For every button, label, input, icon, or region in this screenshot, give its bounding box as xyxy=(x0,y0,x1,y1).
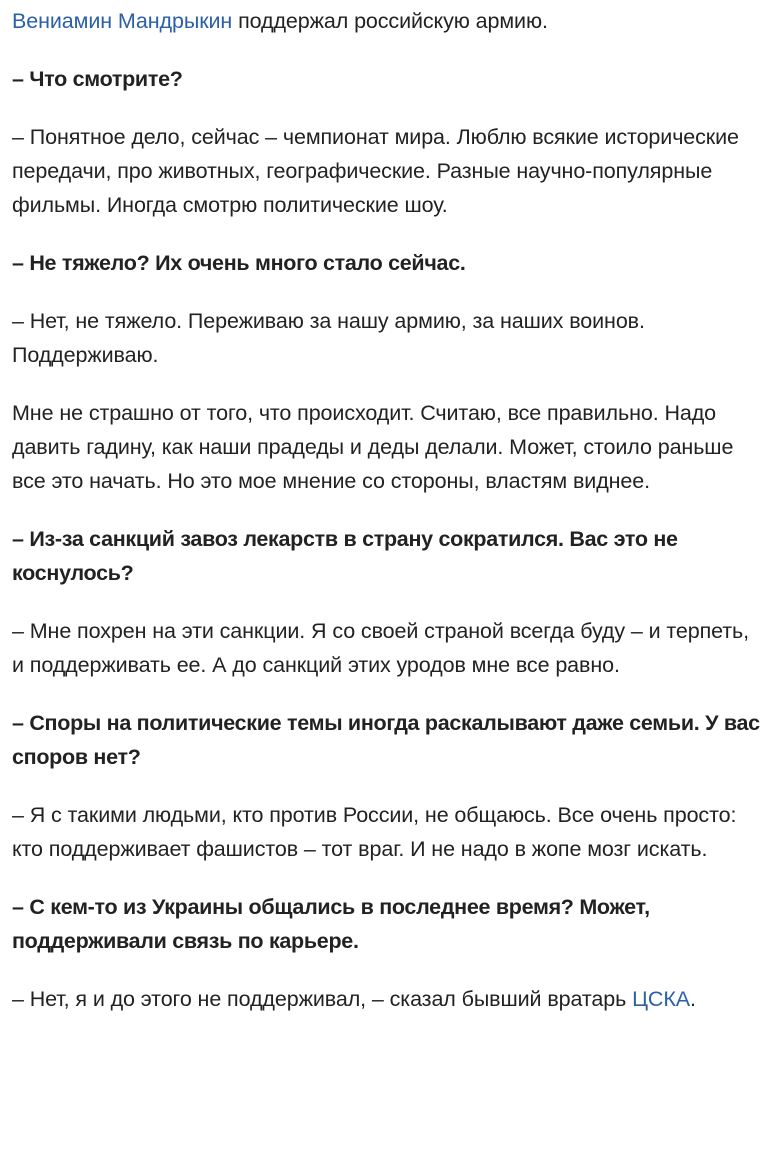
person-link[interactable]: Вениамин Мандрыкин xyxy=(12,9,233,33)
paragraph-intro xyxy=(12,0,764,38)
question: – Споры на политические темы иногда раскалывают даже семьи. У вас споров нет? xyxy=(12,711,760,769)
paragraph-final xyxy=(12,982,764,1016)
paragraph-text: поддержал российскую армию. xyxy=(232,9,548,33)
answer: – Понятное дело, сейчас – чемпионат мира. Люблю всякие исторические передачи, про животных, географические. Разные научно-популярные фильмы. Иногда смотрю политические шоу. xyxy=(12,125,739,217)
question: – Из-за санкций завоз лекарств в страну сократился. Вас это не коснулось? xyxy=(12,527,678,585)
answer: – Мне похрен на эти санкции. Я со своей страной всегда буду – и терпеть, и поддерживать ее. А до санкций этих уродов мне все равно. xyxy=(12,619,750,677)
paragraph-tail: . xyxy=(690,987,696,1011)
question: – Что смотрите? xyxy=(12,67,183,91)
paragraph-text: – Нет, я и до этого не поддерживал, – сказал бывший вратарь xyxy=(12,987,633,1011)
answer: Мне не страшно от того, что происходит. Считаю, все правильно. Надо давить гадину, как наши прадеды и деды делали. Может, стоило раньше все это начать. Но это мое мнение со стороны, властям виднее. xyxy=(12,401,734,493)
club-link[interactable]: ЦСКА xyxy=(632,987,691,1011)
answer: – Нет, не тяжело. Переживаю за нашу армию, за наших воинов. Поддерживаю. xyxy=(12,309,645,367)
question: – Не тяжело? Их очень много стало сейчас. xyxy=(12,251,466,275)
question: – С кем-то из Украины общались в последнее время? Может, поддерживали связь по карьере. xyxy=(12,895,650,953)
answer: – Я с такими людьми, кто против России, не общаюсь. Все очень просто: кто поддерживает фашистов – тот враг. И не надо в жопе мозг искать. xyxy=(12,803,737,861)
